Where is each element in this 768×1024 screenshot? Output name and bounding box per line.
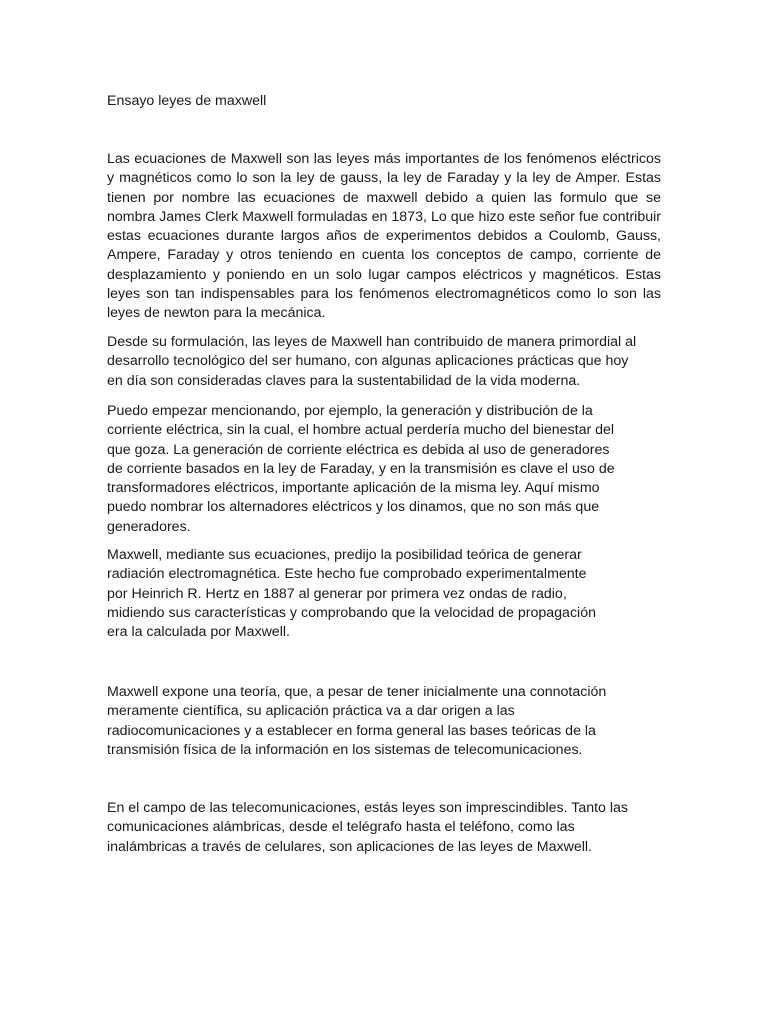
paragraph-4: Maxwell, mediante sus ecuaciones, predijo la posibilidad teórica de generar radiación electromagnética. Este hecho fue comprobado experimentalmente por Heinrich R. Hertz en 1887 al generar por primera vez ondas de radio, midiendo sus características y comprobando que la velocidad de propagación era la calculada por Maxwell. <box>107 547 596 641</box>
paragraph-5: Maxwell expone una teoría, que, a pesar de tener inicialmente una connotación meramente científica, su aplicación práctica va a dar origen a las radiocomunicaciones y a establecer en forma general las bases teóricas de la transmisión física de la información en los sistemas de telecomunicaciones. <box>107 684 607 758</box>
paragraph-1: Las ecuaciones de Maxwell son las leyes más importantes de los fenómenos eléctricos y magnéticos como lo son la ley de gauss, la ley de Faraday y la ley de Amper. Estas tienen por nombre las ecuaciones de maxwell debido a quien las formulo que se nombra James Clerk Maxwell formuladas en 1873, Lo que hizo este señor fue contribuir estas ecuaciones durante largos años de experimentos debidos a Coulomb, Gauss, Ampere, Faraday y otros teniendo en cuenta los conceptos de campo, corriente de desplazamiento y poniendo en un solo lugar campos eléctricos y magnéticos. Estas leyes son tan indispensables para los fenómenos electromagnéticos como lo son las leyes de newton para la mecánica. <box>107 151 661 322</box>
paragraph-3: Puedo empezar mencionando, por ejemplo, la generación y distribución de la corriente eléctrica, sin la cual, el hombre actual perdería mucho del bienestar del que goza. La generación de corriente eléctrica es debida al uso de generadores de corriente basados en la ley de Faraday, y en la transmisión es clave el uso de transformadores eléctricos, importante aplicación de la misma ley. Aquí mismo puedo nombrar los alternadores eléctricos y los dinamos, que no son más que generadores. <box>107 403 615 535</box>
document-title: Ensayo leyes de maxwell <box>107 93 267 109</box>
paragraph-2: Desde su formulación, las leyes de Maxwell han contribuido de manera primordial al desarrollo tecnológico del ser humano, con algunas aplicaciones prácticas que hoy en día son consideradas claves para la sustentabilidad de la vida moderna. <box>107 334 637 389</box>
paragraph-6: En el campo de las telecomunicaciones, estás leyes son imprescindibles. Tanto las comunicaciones alámbricas, desde el telégrafo hasta el teléfono, como las inalámbricas a través de celulares, son aplicaciones de las leyes de Maxwell. <box>107 800 629 855</box>
